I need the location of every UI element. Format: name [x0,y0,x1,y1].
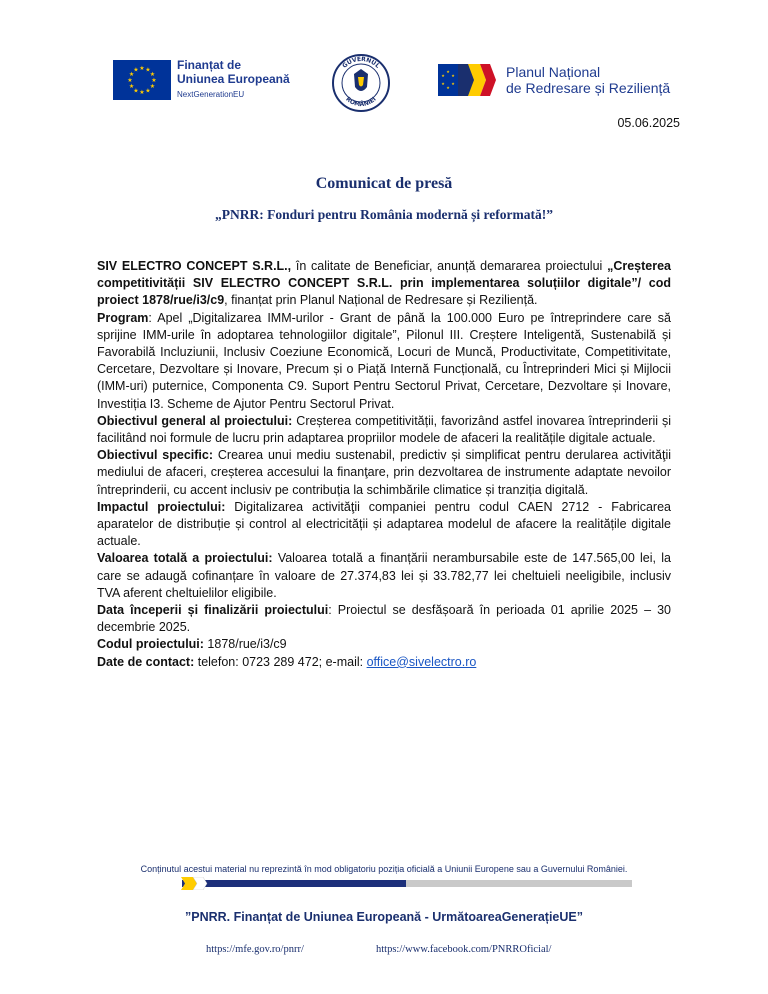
impact-paragraph [97,499,671,551]
svg-text:★: ★ [139,65,145,72]
footer-disclaimer: Conținutul acestui material nu reprezintă în mod obligatoriu poziția oficială a Uniunii Europene sau a Guvernului României. [140,864,628,874]
svg-text:★: ★ [151,77,157,84]
svg-text:★: ★ [145,66,151,74]
footer-divider-bar [182,880,632,887]
page-subtitle: „PNRR: Fonduri pentru România modernă și reformată!” [215,207,553,222]
page-title: Comunicat de presă [315,175,453,192]
svg-text:★: ★ [133,87,139,95]
eu-logo-line3: NextGenerationEU [177,90,245,99]
impact-text: Digitalizarea activităţii companiei pentru codul CAEN 2712 - Fabricarea aparatelor de distribuție și control al electricității și adaptarea modelul de afacere la realitățile digitale actuale. [97,499,671,549]
svg-text:★: ★ [145,87,151,95]
intro-paragraph [97,258,671,310]
svg-text:★: ★ [128,71,135,78]
general-objective-label: Obiectivul general al proiectului: [97,413,293,428]
svg-text:★: ★ [451,73,455,78]
svg-text:★: ★ [139,89,145,96]
footer-motto: ”PNRR. Finanțat de Uniunea Europeană - UrmătoareaGenerațieUE” [184,910,583,924]
general-objective-text: Creșterea competitivității, favorizând astfel inovarea întreprinderii și facilitând noi formule de lucru prin adaptarea propriilor modele de afaceri la realitățile digitale actuale. [97,413,671,446]
svg-text:★: ★ [446,69,450,74]
contact-email-link[interactable]: office@sivelectro.ro [366,654,477,669]
eu-logo-line1: Finanțat de [177,58,242,72]
press-release-body [97,258,671,671]
press-release-date: 05.06.2025 [617,116,680,130]
svg-text:★: ★ [451,81,455,86]
impact-label: Impactul proiectului: [97,499,226,514]
eu-funding-logo [113,58,290,102]
contact-paragraph [97,654,671,671]
intro-text: în calitate de Beneficiar, anunță demararea proiectului [291,259,608,273]
code-paragraph [97,636,671,653]
svg-text:★: ★ [128,83,135,90]
dates-text: : Proiectul se desfășoară în perioada 01 aprilie 2025 – 30 decembrie 2025. [97,603,671,635]
general-objective-paragraph [97,413,671,447]
government-seal-icon [331,53,391,113]
eu-logo-line2: Uniunea Europeană [177,72,290,86]
svg-text:★: ★ [149,83,156,90]
program-text: : Apel „Digitalizarea IMM-urilor - Grant de până la 100.000 Euro pe întreprindere care să sprijine IMM-urile în adoptarea tehnologiilor digitale”, Pilonul III. Creștere Inteligentă, Sustenabilă și Favorabilă Incluziunii, Inclusiv Coeziune Economică, Locuri de Muncă, Productivitate, Competitivitate, Cercetare, Dezvoltare și Inovare, Precum și o Piață Internă Funcțională, cu Întreprinderi Mici și Mijlocii (IMM-uri) puternice, Componenta C9. Suport Pentru Sectorul Privat, Cercetare, Dezvoltare și Inovare, Investiția I3. Scheme de Ajutor Pentru Sectorul Privat. [97,310,671,411]
code-text: 1878/rue/i3/c9 [203,637,287,652]
mfe-link[interactable]: https://mfe.gov.ro/pnrr/ [206,944,304,955]
pnrr-flag-arrow-icon [436,62,498,98]
svg-text:★: ★ [441,81,445,86]
pnrr-logo-line2: de Redresare și Reziliență [506,80,671,96]
contact-text: telefon: 0723 289 472; e-mail: [194,654,367,669]
svg-text:★: ★ [441,73,445,78]
eu-flag-icon [113,60,171,100]
intro-text-end: , finanțat prin Planul Național de Redresare și Reziliență. [224,293,538,308]
pnrr-logo [436,62,670,98]
program-label: Program [97,310,149,325]
company-name: SIV ELECTRO CONCEPT S.R.L., [97,259,292,273]
svg-text:★: ★ [133,66,139,74]
tricolor-arrow-icon [181,877,215,890]
dates-paragraph [97,602,671,636]
specific-objective-paragraph [97,447,671,499]
svg-text:★: ★ [446,85,450,90]
total-value-text: Valoarea totală a finanțării nerambursabile este de 147.565,00 lei, la care se adaugă cofinanțare în valoare de 27.374,83 lei și 33.782,77 lei cheltuieli neeligibile, inclusiv TVA aferent cheltuielilor eligibile. [97,551,671,600]
program-paragraph [97,310,671,413]
code-label: Codul proiectului: [97,637,204,652]
project-title: „Creșterea competitivității SIV ELECTRO CONCEPT S.R.L. prin implementarea soluțiilor digitale”/ cod proiect 1878/rue/i3/c9 [97,259,671,308]
seal-bottom-text: ROMÂNIEI [344,95,378,109]
contact-label: Date de contact: [97,654,195,669]
romanian-government-seal [331,53,391,113]
dates-label: Data începerii și finalizării proiectului [97,603,329,618]
pnrr-logo-line1: Planul Național [506,64,601,80]
svg-text:★: ★ [149,71,156,78]
total-value-label: Valoarea totală a proiectului: [97,551,273,566]
total-value-paragraph [97,550,671,602]
specific-objective-label: Obiectivul specific: [97,448,214,463]
seal-top-text: GUVERNUL [341,55,381,70]
svg-text:★: ★ [127,77,133,84]
specific-objective-text: Crearea unui mediu sustenabil, predictiv și simplificat pentru derularea activităţii mediului de afaceri, creșterea accesului la finanţare, prin dezvoltarea de instrumente adaptate nevoilor întreprinderii, cu accent inclusiv pe contribuția la schimbările climatice și tranziția digitală. [97,448,671,497]
facebook-link[interactable]: https://www.facebook.com/PNRROficial/ [376,944,552,955]
